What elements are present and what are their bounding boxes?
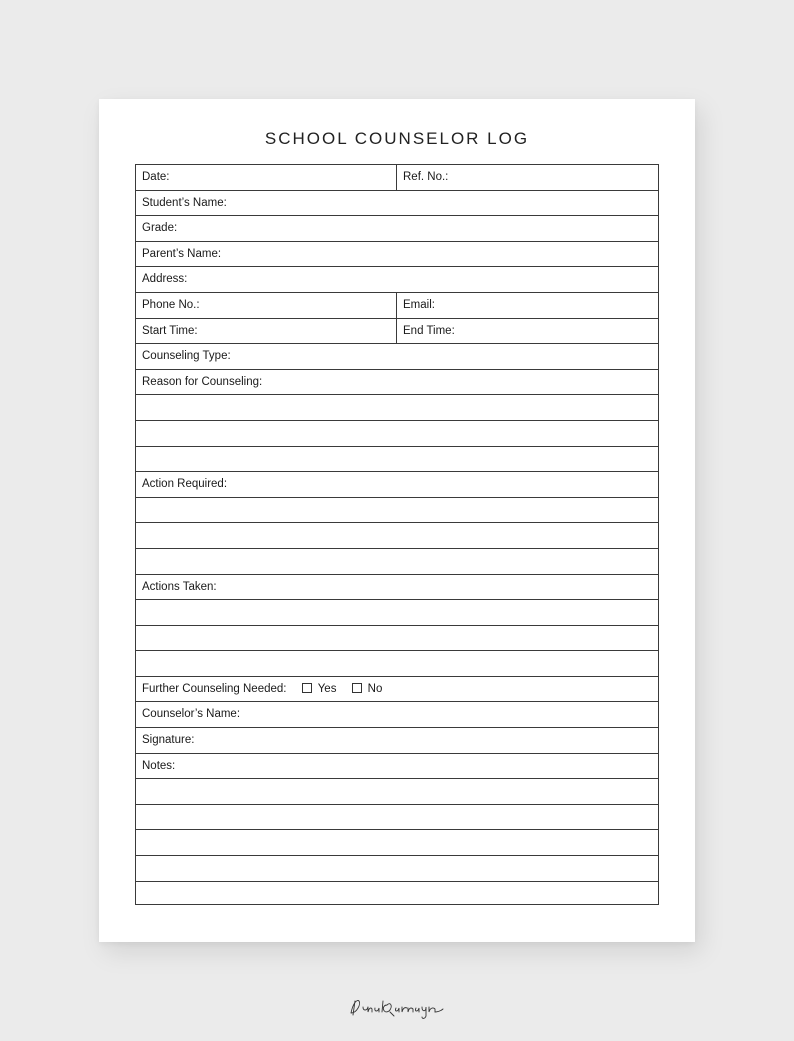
actions-taken-line[interactable] xyxy=(136,600,658,626)
row-counseling-type xyxy=(136,344,658,370)
address-field[interactable]: Address: xyxy=(142,273,188,286)
action-required-line[interactable] xyxy=(136,523,658,549)
further-counseling-field xyxy=(136,677,658,702)
row-parent-name xyxy=(136,242,658,268)
action-required-field[interactable]: Action Required: xyxy=(142,478,228,491)
row-signature xyxy=(136,728,658,754)
yes-label: Yes xyxy=(317,682,337,695)
counselor-name-field[interactable]: Counselor’s Name: xyxy=(142,708,241,721)
no-checkbox[interactable] xyxy=(352,683,362,693)
actions-taken-line[interactable] xyxy=(136,626,658,652)
notes-line[interactable] xyxy=(136,882,658,908)
email-field[interactable]: Email: xyxy=(403,298,435,311)
start-time-field[interactable]: Start Time: xyxy=(136,319,397,344)
actions-taken-line[interactable] xyxy=(136,651,658,677)
row-times xyxy=(136,319,658,345)
further-counseling-label: Further Counseling Needed: xyxy=(142,682,287,695)
row-notes xyxy=(136,754,658,780)
row-date-ref xyxy=(136,165,658,191)
row-student-name xyxy=(136,191,658,217)
phone-field[interactable]: Phone No.: xyxy=(136,293,397,318)
counseling-type-field[interactable]: Counseling Type: xyxy=(142,350,231,363)
page-title: SCHOOL COUNSELOR LOG xyxy=(264,129,530,148)
row-phone-email xyxy=(136,293,658,319)
action-required-line[interactable] xyxy=(136,498,658,524)
student-name-field[interactable]: Student’s Name: xyxy=(142,196,227,209)
parent-name-field[interactable]: Parent’s Name: xyxy=(142,247,222,260)
actions-taken-field[interactable]: Actions Taken: xyxy=(142,580,217,593)
yes-checkbox[interactable] xyxy=(302,683,312,693)
notes-line[interactable] xyxy=(136,805,658,831)
notes-field[interactable]: Notes: xyxy=(142,759,176,772)
counselor-log-form xyxy=(135,164,659,905)
row-action-required xyxy=(136,472,658,498)
row-further-counseling xyxy=(136,677,658,703)
no-label: No xyxy=(367,682,383,695)
row-grade xyxy=(136,216,658,242)
log-sheet xyxy=(99,99,695,942)
action-required-line[interactable] xyxy=(136,549,658,575)
reason-field[interactable]: Reason for Counseling: xyxy=(142,375,263,388)
notes-line[interactable] xyxy=(136,830,658,856)
row-address xyxy=(136,267,658,293)
brand-signature-logo xyxy=(0,995,794,1021)
end-time-field[interactable]: End Time: xyxy=(403,324,455,337)
reason-line[interactable] xyxy=(136,395,658,421)
notes-line[interactable] xyxy=(136,856,658,882)
reason-line[interactable] xyxy=(136,447,658,473)
row-reason xyxy=(136,370,658,396)
row-counselor-name xyxy=(136,702,658,728)
date-field[interactable]: Date: xyxy=(136,165,397,190)
notes-line[interactable] xyxy=(136,779,658,805)
signature-field[interactable]: Signature: xyxy=(142,734,195,747)
reason-line[interactable] xyxy=(136,421,658,447)
brand-signature-icon xyxy=(347,995,447,1021)
row-actions-taken xyxy=(136,575,658,601)
grade-field[interactable]: Grade: xyxy=(142,222,178,235)
ref-no-field[interactable]: Ref. No.: xyxy=(403,171,449,183)
